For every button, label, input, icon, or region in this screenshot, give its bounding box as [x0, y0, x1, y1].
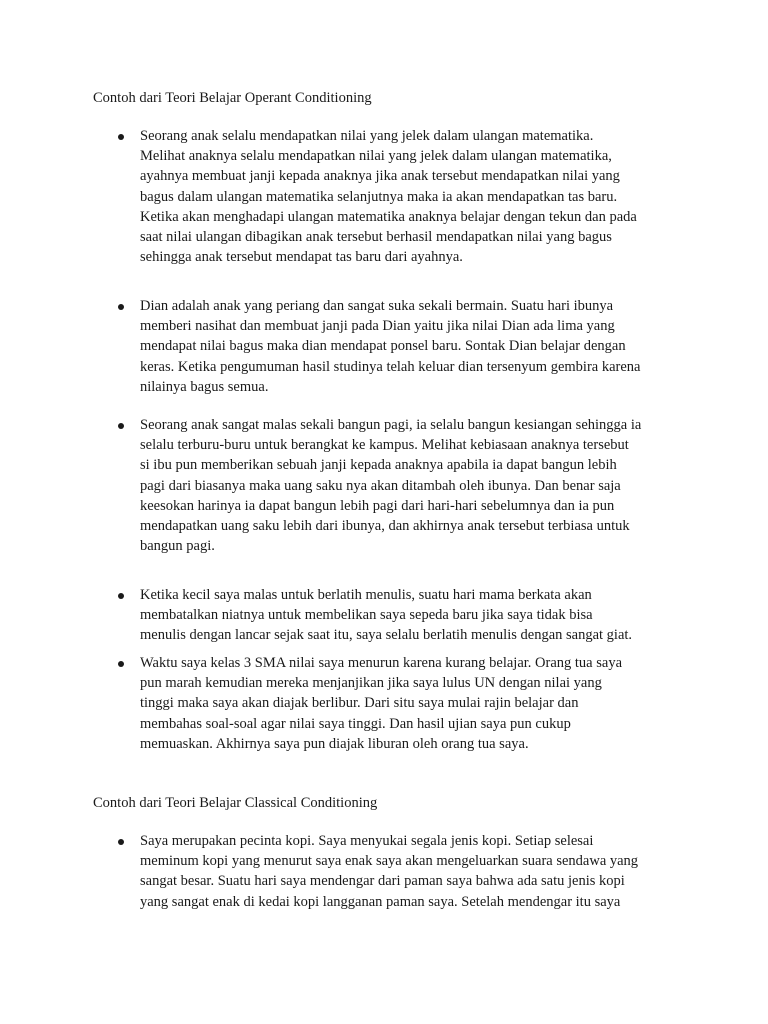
- text-line: Seorang anak selalu mendapatkan nilai yang jelek dalam ulangan matematika.: [140, 128, 594, 144]
- section-heading-operant: Contoh dari Teori Belajar Operant Conditioning: [93, 90, 372, 106]
- text-line: menulis dengan lancar sejak saat itu, saya selalu berlatih menulis dengan sangat giat.: [140, 627, 633, 644]
- text-line: pagi dari biasanya maka uang saku nya akan ditambah oleh ibunya. Dan benar saja: [140, 477, 621, 494]
- text-line: Melihat anaknya selalu mendapatkan nilai yang jelek dalam ulangan matematika,: [140, 148, 612, 165]
- text-line: ayahnya membuat janji kepada anaknya jika anak tersebut mendapatkan nilai yang: [140, 168, 620, 185]
- text-line: Waktu saya kelas 3 SMA nilai saya menurun karena kurang belajar. Orang tua saya: [140, 655, 623, 671]
- list-item: [140, 834, 700, 915]
- list-item: [140, 588, 700, 649]
- bullet-icon: [118, 304, 124, 310]
- list-item: [140, 418, 700, 559]
- text-line: Dian adalah anak yang periang dan sangat suka sekali bermain. Suatu hari ibunya: [140, 298, 614, 314]
- text-line: bagus dalam ulangan matematika selanjutnya maka ia akan mendapatkan tas baru.: [140, 188, 618, 205]
- bullet-icon: [118, 661, 124, 667]
- text-line: keras. Ketika pengumuman hasil studinya telah keluar dian tersenyum gembira karena: [140, 358, 641, 375]
- text-line: sehingga anak tersebut mendapat tas baru dari ayahnya.: [140, 249, 463, 266]
- text-line: membahas soal-soal agar nilai saya tinggi. Dan hasil ujian saya pun cukup: [140, 715, 571, 732]
- text-line: Ketika akan menghadapi ulangan matematika anaknya belajar dengan tekun dan pada: [140, 208, 637, 225]
- text-line: Seorang anak sangat malas sekali bangun pagi, ia selalu bangun kesiangan sehingga ia: [140, 417, 642, 433]
- text-line: tinggi maka saya akan diajak berlibur. Dari situ saya mulai rajin belajar dan: [140, 695, 579, 712]
- text-line: membatalkan niatnya untuk membelikan saya sepeda baru jika saya tidak bisa: [140, 607, 593, 624]
- text-line: Ketika kecil saya malas untuk berlatih menulis, suatu hari mama berkata akan: [140, 587, 592, 603]
- text-line: saat nilai ulangan dibagikan anak tersebut berhasil mendapatkan nilai yang bagus: [140, 228, 612, 245]
- text-line: memuaskan. Akhirnya saya pun diajak liburan oleh orang tua saya.: [140, 735, 529, 752]
- text-line: Saya merupakan pecinta kopi. Saya menyukai segala jenis kopi. Setiap selesai: [140, 833, 594, 849]
- bullet-icon: [118, 839, 124, 845]
- list-item: [140, 129, 700, 270]
- bullet-icon: [118, 134, 124, 140]
- bullet-icon: [118, 423, 124, 429]
- list-item: [140, 299, 700, 400]
- list-item: [140, 656, 700, 757]
- text-line: si ibu pun memberikan sebuah janji kepada anaknya apabila ia dapat bangun lebih: [140, 457, 617, 474]
- text-line: mendapat nilai bagus maka dian mendapat ponsel baru. Sontak Dian belajar dengan: [140, 338, 626, 355]
- text-line: memberi nasihat dan membuat janji pada Dian yaitu jika nilai Dian ada lima yang: [140, 318, 615, 335]
- bullet-icon: [118, 593, 124, 599]
- text-line: bangun pagi.: [140, 538, 215, 555]
- text-line: sangat besar. Suatu hari saya mendengar dari paman saya bahwa ada satu jenis kopi: [140, 873, 625, 890]
- text-line: meminum kopi yang menurut saya enak saya akan mengeluarkan suara sendawa yang: [140, 853, 639, 870]
- text-line: keesokan harinya ia dapat bangun lebih pagi dari hari-hari sebelumnya dan ia pun: [140, 497, 615, 514]
- text-line: pun marah kemudian mereka menjanjikan jika saya lulus UN dengan nilai yang: [140, 675, 602, 692]
- text-line: mendapatkan uang saku lebih dari ibunya, dan akhirnya anak tersebut terbiasa untuk: [140, 517, 630, 534]
- text-line: nilainya bagus semua.: [140, 378, 269, 395]
- text-line: selalu terburu-buru untuk berangkat ke kampus. Melihat kebiasaan anaknya tersebut: [140, 437, 629, 454]
- text-line: yang sangat enak di kedai kopi langganan paman saya. Setelah mendengar itu saya: [140, 893, 621, 910]
- section-heading-classical: Contoh dari Teori Belajar Classical Conditioning: [93, 795, 378, 811]
